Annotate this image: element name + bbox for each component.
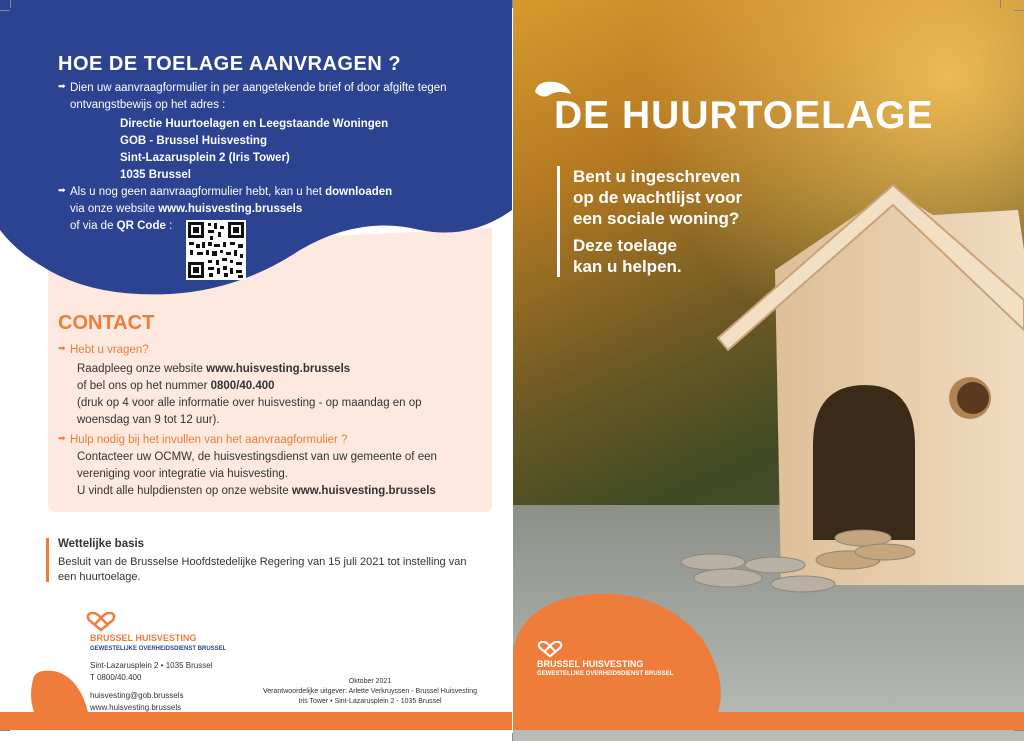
tagline-line: Bent u ingeschreven	[573, 167, 741, 186]
footer-logo-sub: GEWESTELIJKE OVERHEIDSDIENST BRUSSEL	[90, 646, 227, 652]
trim-mark	[0, 10, 10, 11]
tagline-line: Deze toelage	[573, 236, 677, 255]
trim-mark	[10, 0, 11, 8]
apply-step-2-text: :	[165, 220, 173, 232]
address-line: GOB - Brussel Huisvesting	[120, 135, 267, 147]
publisher: Verantwoordelijke uitgever: Arlette Verkruyssen - Brussel Huisvesting	[263, 688, 477, 695]
tagline-line: op de wachtlijst voor	[573, 188, 743, 207]
apply-heading: HOE DE TOELAGE AANVRAGEN ?	[58, 53, 402, 75]
cover-title: DE HUURTOELAGE	[554, 94, 934, 137]
qr-code[interactable]	[186, 220, 246, 280]
apply-step-2	[58, 184, 478, 235]
brussel-huisvesting-logo-icon	[86, 612, 116, 632]
contact-answer-text: vereniging voor integratie via huisvesting.	[77, 468, 288, 480]
trim-mark	[0, 730, 10, 731]
bottom-band	[0, 712, 512, 730]
legal-title: Wettelijke basis	[58, 538, 145, 550]
qr-label: QR Code	[116, 220, 166, 232]
publication-date: Oktober 2021	[348, 678, 392, 685]
brussel-huisvesting-logo-icon	[537, 641, 563, 658]
apply-step-1-line1: Dien uw aanvraagformulier in per aangetekende brief of door afgifte tegen	[70, 82, 447, 94]
cover-tagline-1	[557, 166, 833, 277]
apply-step-2-text: via onze website	[70, 203, 159, 215]
cover-panel	[513, 0, 1024, 741]
arrow-right-icon: ➡	[58, 81, 66, 91]
trim-mark	[1014, 730, 1024, 731]
publisher-address: Iris Tower • Sint-Lazarusplein 2 - 1035 Brussel	[298, 698, 442, 705]
footer-contact	[90, 660, 212, 714]
website-link[interactable]: www.huisvesting.brussels	[206, 363, 351, 375]
address-line: Sint-Lazarusplein 2 (Iris Tower)	[120, 152, 290, 164]
footer-logo-name: BRUSSEL HUISVESTING	[90, 633, 197, 643]
trim-mark	[512, 733, 513, 741]
download-link[interactable]: downloaden	[325, 186, 393, 198]
orange-drop	[31, 671, 88, 712]
trim-mark	[512, 0, 513, 8]
arrow-right-icon: ➡	[58, 185, 66, 195]
contact-answer-2	[77, 449, 487, 500]
contact-question-2-text: Hulp nodig bij het invullen van het aanvraagformulier ?	[70, 434, 348, 446]
address-line: 1035 Brussel	[120, 169, 191, 181]
website-link[interactable]: www.huisvesting.brussels	[291, 485, 436, 497]
house-door	[813, 385, 915, 540]
footer-web: www.huisvesting.brussels	[90, 703, 182, 712]
apply-step-2-text: Als u nog geen aanvraagformulier hebt, kan u het	[70, 186, 326, 198]
publisher-info	[252, 677, 488, 707]
contact-answer-1	[77, 361, 477, 429]
contact-question-1-text: Hebt u vragen?	[70, 344, 149, 356]
arrow-right-icon: ➡	[58, 343, 66, 353]
footer-email: huisvesting@gob.brussels	[90, 691, 184, 700]
tagline-line: kan u helpen.	[573, 257, 682, 276]
arrow-right-icon: ➡	[58, 433, 66, 443]
cover-logo-sub: GEWESTELIJKE OVERHEIDSDIENST BRUSSEL	[537, 671, 674, 677]
contact-answer-text: Raadpleeg onze website	[77, 363, 207, 375]
address-line: Directie Huurtoelagen en Leegstaande Woningen	[120, 118, 389, 130]
phone-number[interactable]: 0800/40.400	[210, 380, 275, 392]
apply-step-1	[58, 80, 478, 114]
contact-answer-text: U vindt alle hulpdiensten op onze website	[77, 485, 292, 497]
contact-question-1	[58, 342, 478, 359]
apply-step-2-text: of via de	[70, 220, 117, 232]
website-link[interactable]: www.huisvesting.brussels	[158, 203, 303, 215]
cover-logo-name: BRUSSEL HUISVESTING	[537, 659, 644, 669]
address-block	[120, 116, 460, 184]
tagline-line: een sociale woning?	[573, 209, 740, 228]
footer-address: Sint-Lazarusplein 2 • 1035 Brussel	[90, 661, 213, 670]
legal-text	[58, 555, 478, 585]
contact-answer-text: woensdag van 9 tot 12 uur).	[77, 414, 220, 426]
trim-mark	[1014, 10, 1024, 11]
contact-answer-text: (druk op 4 voor alle informatie over huisvesting - op maandag en op	[77, 397, 422, 409]
legal-line: Besluit van de Brusselse Hoofdstedelijke Regering van 15 juli 2021 tot instelling van	[58, 556, 467, 568]
trim-mark	[1000, 0, 1001, 8]
contact-question-2	[58, 432, 478, 449]
legal-line: een huurtoelage.	[58, 571, 141, 583]
apply-step-1-line2: ontvangstbewijs op het adres :	[70, 99, 226, 111]
contact-answer-text: of bel ons op het nummer	[77, 380, 211, 392]
footer-phone: T 0800/40.400	[90, 673, 142, 682]
legal-accent-bar	[46, 538, 49, 582]
contact-heading: CONTACT	[58, 312, 155, 334]
contact-answer-text: Contacteer uw OCMW, de huisvestingsdienst van uw gemeente of een	[77, 451, 437, 463]
